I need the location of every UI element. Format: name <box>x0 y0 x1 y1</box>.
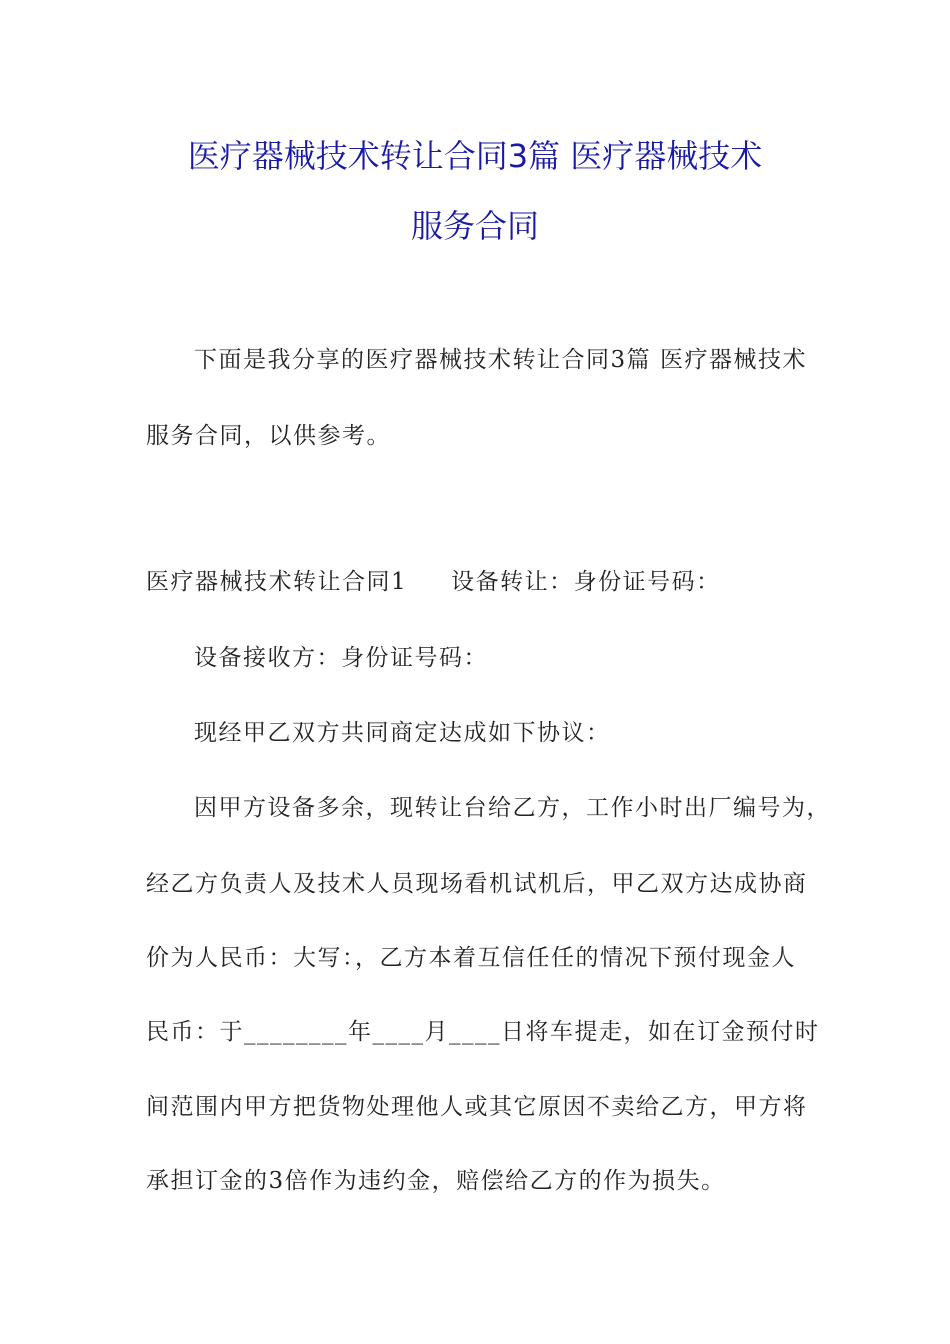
document-title-line-1: 医疗器械技术转让合同3篇 医疗器械技术 <box>187 137 763 175</box>
document-title-line-2: 服务合同 <box>410 207 539 245</box>
agreement-intro: 现经甲乙双方共同商定达成如下协议： <box>194 720 611 746</box>
intro-line-1: 下面是我分享的医疗器械技术转让合同3篇 医疗器械技术 <box>194 347 807 373</box>
body-line-4: 民币：于________年____月____日将车提走，如在订金预付时 <box>146 1019 820 1045</box>
body-line-5: 间范围内甲方把货物处理他人或其它原因不卖给乙方，甲方将 <box>146 1094 808 1120</box>
receiver-line: 设备接收方：身份证号码： <box>194 645 488 671</box>
section-heading: 医疗器械技术转让合同1 <box>146 569 408 595</box>
body-line-3: 价为人民币：大写：，乙方本着互信任任的情况下预付现金人 <box>146 945 796 971</box>
transferor-line: 设备转让：身份证号码： <box>451 569 721 595</box>
intro-line-2: 服务合同，以供参考。 <box>146 423 391 449</box>
section-heading-row <box>146 567 721 597</box>
body-line-6: 承担订金的3倍作为违约金，赔偿给乙方的作为损失。 <box>146 1168 726 1194</box>
body-line-2: 经乙方负责人及技术人员现场看机试机后，甲乙双方达成协商 <box>146 871 808 897</box>
body-line-1: 因甲方设备多余，现转让台给乙方，工作小时出厂编号为， <box>194 795 831 821</box>
